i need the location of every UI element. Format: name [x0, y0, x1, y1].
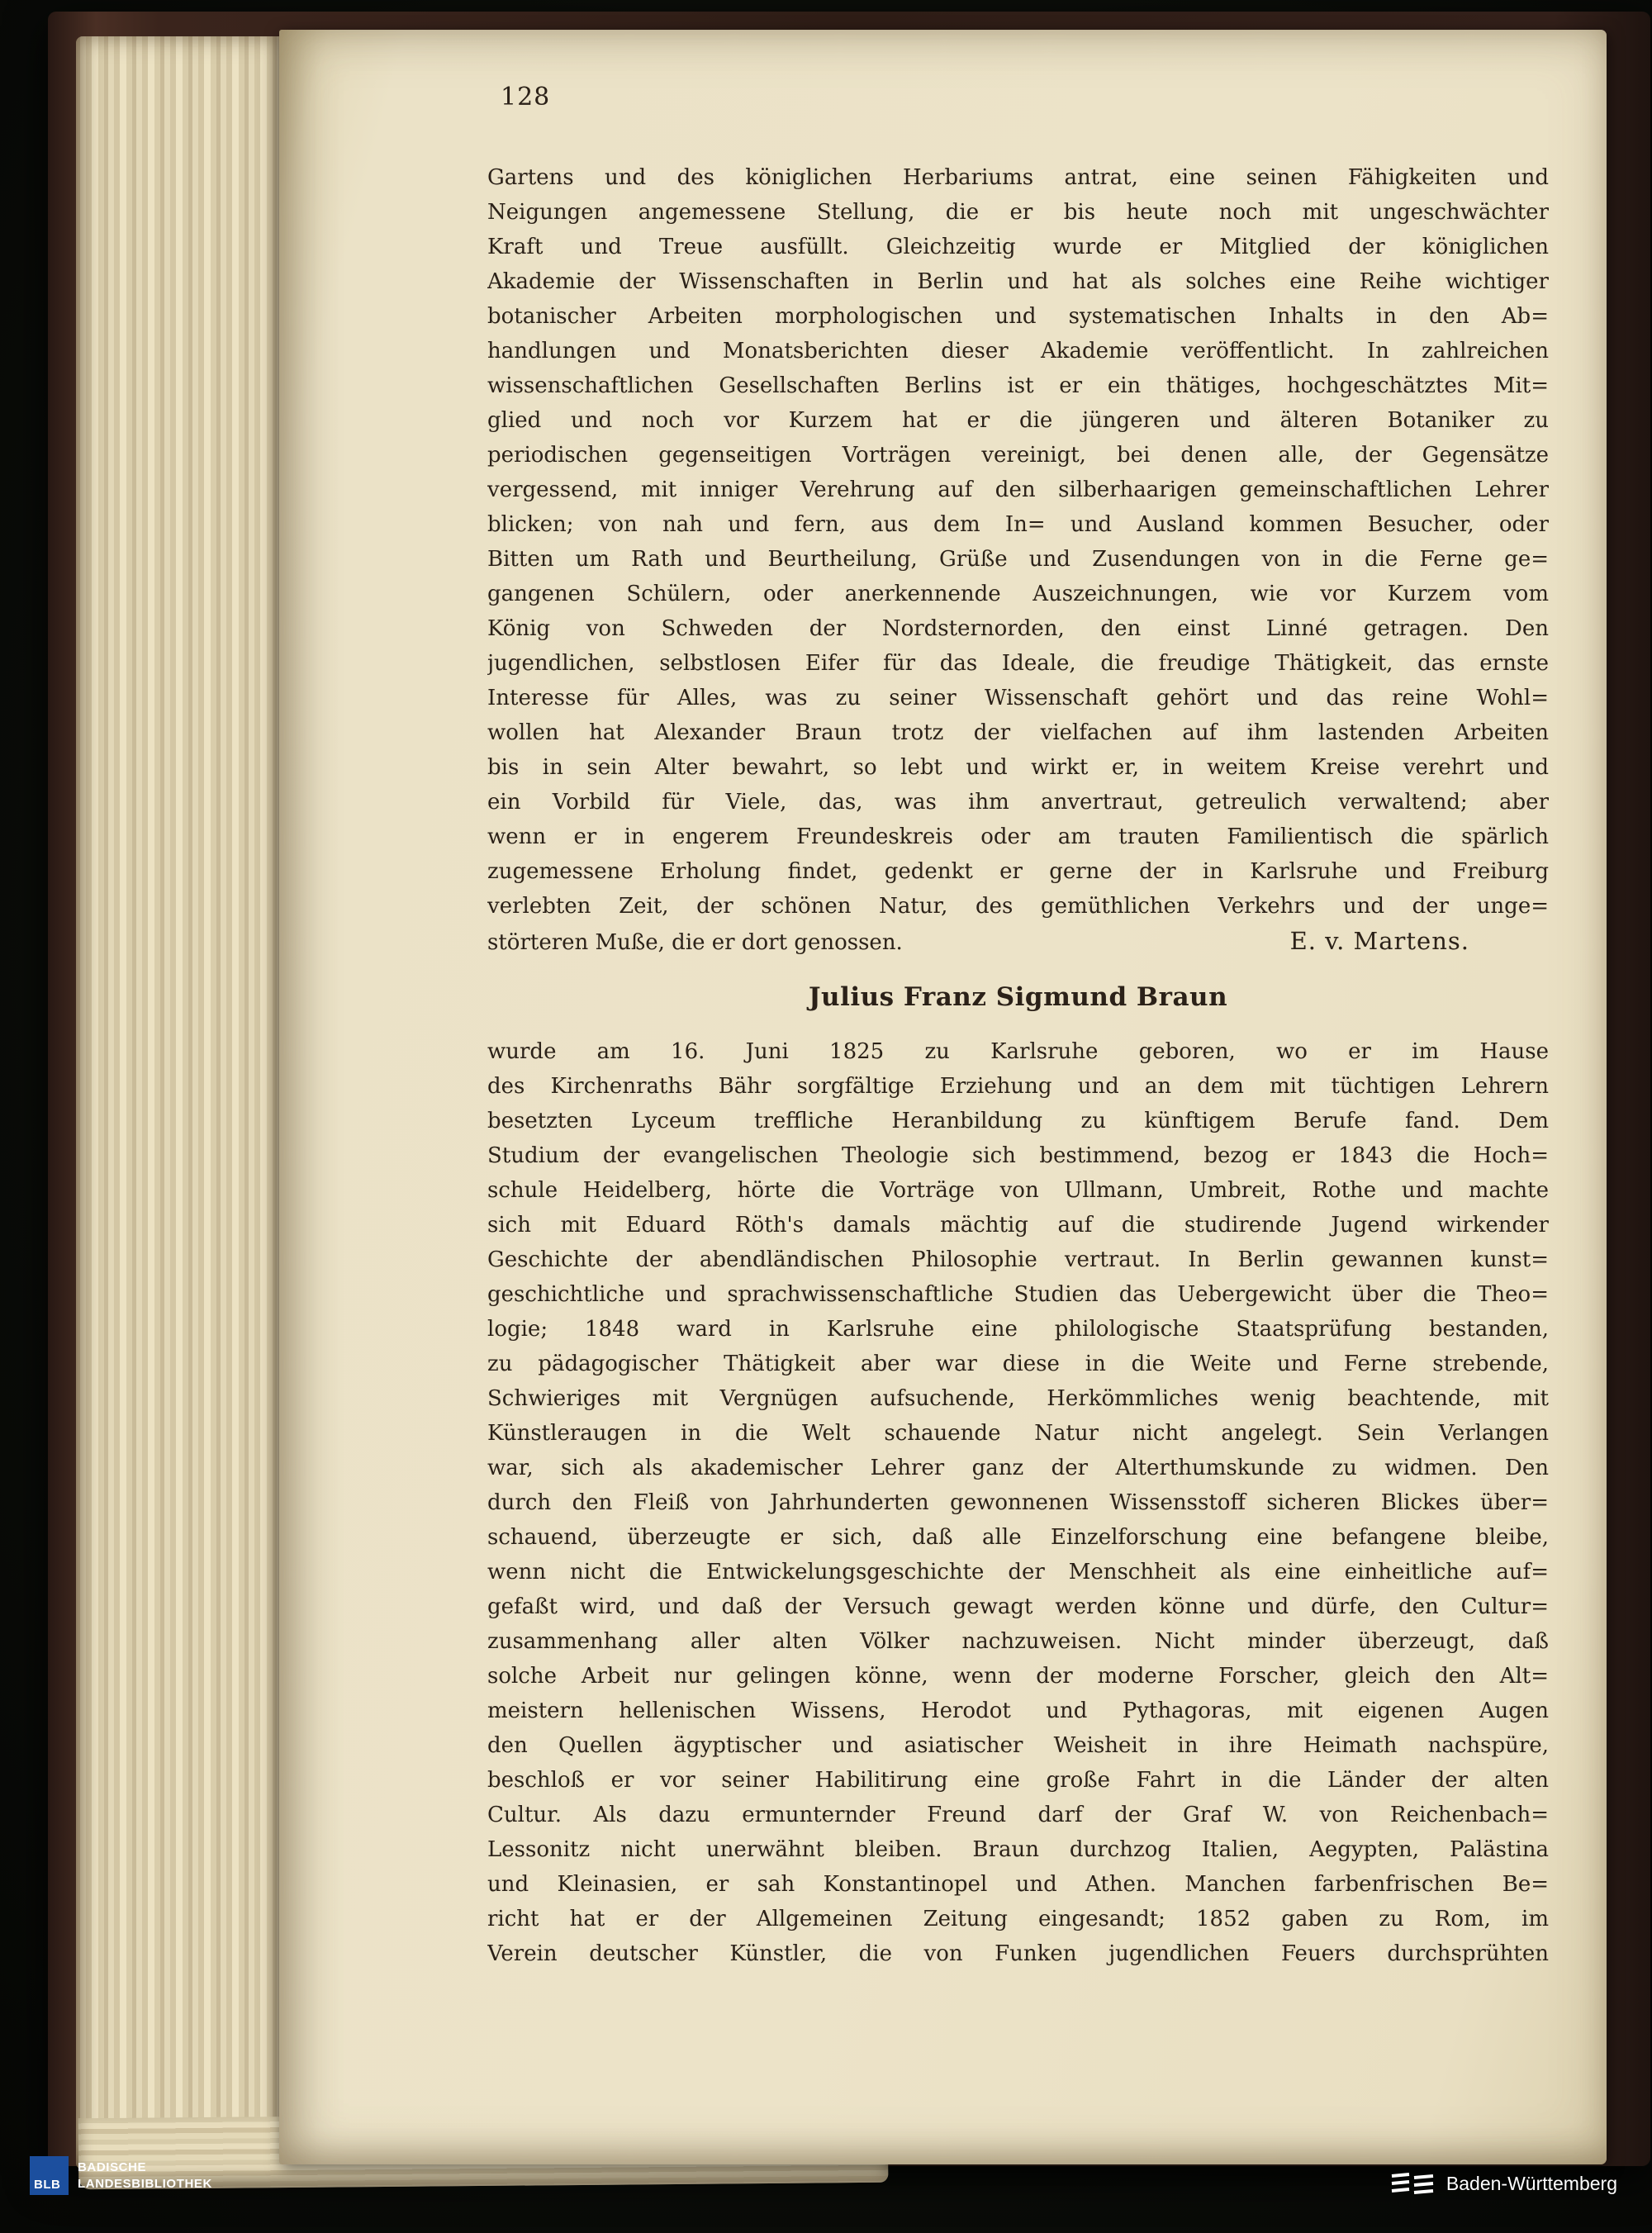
text-line: richt hat er der Allgemeinen Zeitung eingesandt; 1852 gaben zu Rom, im	[487, 1907, 1549, 1931]
text-line: Cultur. Als dazu ermunternder Freund darf der Graf W. von Reichenbach=	[487, 1803, 1549, 1827]
library-name	[78, 2159, 212, 2192]
text-line: logie; 1848 ward in Karlsruhe eine philologische Staatsprüfung bestanden,	[487, 1317, 1549, 1342]
blb-logo-acronym: BLB	[34, 2178, 61, 2192]
text-line: wissenschaftlichen Gesellschaften Berlins ist er ein thätiges, hochgeschätztes Mit=	[487, 373, 1549, 398]
text-line: verlebten Zeit, der schönen Natur, des gemüthlichen Verkehrs und der unge=	[487, 894, 1549, 919]
text-line: durch den Fleiß von Jahrhunderten gewonnenen Wissensstoff sicheren Blickes über=	[487, 1490, 1549, 1515]
library-logo	[30, 2156, 212, 2195]
text-line: wollen hat Alexander Braun trotz der vielfachen auf ihm lastenden Arbeiten	[487, 720, 1549, 745]
text-line: war, sich als akademischer Lehrer ganz der Alterthumskunde zu widmen. Den	[487, 1456, 1549, 1480]
text-line: vergessend, mit inniger Verehrung auf den silberhaarigen gemeinschaftlichen Lehrer	[487, 477, 1549, 502]
section-heading: Julius Franz Sigmund Braun	[808, 982, 1228, 1012]
text-line: Interesse für Alles, was zu seiner Wissenschaft gehört und das reine Wohl=	[487, 686, 1549, 710]
text-line: Lessonitz nicht unerwähnt bleiben. Braun durchzog Italien, Aegypten, Palästina	[487, 1837, 1549, 1862]
paragraph-1	[487, 160, 1549, 924]
text-line: blicken; von nah und fern, aus dem In= und Ausland kommen Besucher, oder	[487, 512, 1549, 537]
text-line: den Quellen ägyptischer und asiatischer Weisheit in ihre Heimath nachspüre,	[487, 1733, 1549, 1758]
text-line: gefaßt wird, und daß der Versuch gewagt werden könne und dürfe, den Cultur=	[487, 1594, 1549, 1619]
text-line: zu pädagogischer Thätigkeit aber war diese in die Weite und Ferne strebende,	[487, 1352, 1549, 1376]
text-line: wurde am 16. Juni 1825 zu Karlsruhe geboren, wo er im Hause	[487, 1039, 1549, 1064]
text-line: Akademie der Wissenschaften in Berlin und hat als solches eine Reihe wichtiger	[487, 269, 1549, 294]
text-line: wenn er in engerem Freundeskreis oder am trauten Familientisch die spärlich	[487, 824, 1549, 849]
text-line: ein Vorbild für Viele, das, was ihm anvertraut, getreulich verwaltend; aber	[487, 790, 1549, 815]
text-line: handlungen und Monatsberichten dieser Akademie veröffentlicht. In zahlreichen	[487, 339, 1549, 363]
page-number: 128	[501, 83, 551, 112]
text-line: König von Schweden der Nordsternorden, den einst Linné getragen. Den	[487, 616, 1549, 641]
paragraph-1-last-line	[487, 924, 1549, 958]
text-line: botanischer Arbeiten morphologischen und systematischen Inhalts in den Ab=	[487, 304, 1549, 329]
text-line: Künstleraugen in die Welt schauende Natur nicht angelegt. Sein Verlangen	[487, 1421, 1549, 1446]
library-name-line1: BADISCHE	[78, 2160, 147, 2174]
text-line: Studium der evangelischen Theologie sich bestimmend, bezog er 1843 die Hoch=	[487, 1143, 1549, 1168]
text-line: Geschichte der abendländischen Philosophie vertraut. In Berlin gewannen kunst=	[487, 1247, 1549, 1272]
text-line: Schwieriges mit Vergnügen aufsuchende, Herkömmliches wenig beachtende, mit	[487, 1386, 1549, 1411]
text-line: Bitten um Rath und Beurtheilung, Grüße und Zusendungen von in die Ferne ge=	[487, 547, 1549, 572]
author-signature: E. v. Martens.	[1289, 927, 1469, 955]
text-line: schauend, überzeugte er sich, daß alle Einzelforschung eine befangene bleibe,	[487, 1525, 1549, 1550]
library-name-line2: LANDESBIBLIOTHEK	[78, 2176, 212, 2191]
text-line: beschloß er vor seiner Habilitirung eine große Fahrt in die Länder der alten	[487, 1768, 1549, 1793]
text-line: gangenen Schülern, oder anerkennende Auszeichnungen, wie vor Kurzem vom	[487, 582, 1549, 606]
blb-logo-icon	[30, 2156, 69, 2195]
text-line: jugendlichen, selbstlosen Eifer für das Ideale, die freudige Thätigkeit, das ernste	[487, 651, 1549, 676]
paragraph-end-text: störteren Muße, die er dort genossen.	[487, 930, 903, 955]
text-line: geschichtliche und sprachwissenschaftliche Studien das Uebergewicht über die Theo=	[487, 1282, 1549, 1307]
text-line: bis in sein Alter bewahrt, so lebt und wirkt er, in weitem Kreise verehrt und	[487, 755, 1549, 780]
text-line: sich mit Eduard Röth's damals mächtig auf die studirende Jugend wirkender	[487, 1213, 1549, 1238]
text-line: schule Heidelberg, hörte die Vorträge von Ullmann, Umbreit, Rothe und machte	[487, 1178, 1549, 1203]
text-line: besetzten Lyceum treffliche Heranbildung zu künftigem Berufe fand. Dem	[487, 1109, 1549, 1133]
text-block	[487, 83, 1549, 1971]
text-line: Kraft und Treue ausfüllt. Gleichzeitig wurde er Mitglied der königlichen	[487, 235, 1549, 259]
text-line: des Kirchenraths Bähr sorgfältige Erziehung und an dem mit tüchtigen Lehrern	[487, 1074, 1549, 1099]
text-line: Neigungen angemessene Stellung, die er bis heute noch mit ungeschwächter	[487, 200, 1549, 225]
state-logo	[1391, 2171, 1617, 2196]
text-line: wenn nicht die Entwickelungsgeschichte der Menschheit als eine einheitliche auf=	[487, 1560, 1549, 1584]
text-line: glied und noch vor Kurzem hat er die jüngeren und älteren Botaniker zu	[487, 408, 1549, 433]
paragraph-2	[487, 1034, 1549, 1971]
state-label: Baden-Württemberg	[1446, 2172, 1617, 2194]
text-line: zugemessene Erholung findet, gedenkt er gerne der in Karlsruhe und Freiburg	[487, 859, 1549, 884]
text-line: zusammenhang aller alten Völker nachzuweisen. Nicht minder überzeugt, daß	[487, 1629, 1549, 1654]
text-line: solche Arbeit nur gelingen könne, wenn der moderne Forscher, gleich den Alt=	[487, 1664, 1549, 1689]
text-line: meistern hellenischen Wissens, Herodot und Pythagoras, mit eigenen Augen	[487, 1699, 1549, 1723]
text-line: und Kleinasien, er sah Konstantinopel und Athen. Manchen farbenfrischen Be=	[487, 1872, 1549, 1897]
text-line: Gartens und des königlichen Herbariums antrat, eine seinen Fähigkeiten und	[487, 165, 1549, 190]
baden-wuerttemberg-icon	[1391, 2171, 1434, 2196]
text-line: Verein deutscher Künstler, die von Funken jugendlichen Feuers durchsprühten	[487, 1941, 1549, 1966]
page-edges-left	[76, 36, 284, 2169]
text-line: periodischen gegenseitigen Vorträgen vereinigt, bei denen alle, der Gegensätze	[487, 443, 1549, 468]
book-page	[279, 30, 1607, 2164]
